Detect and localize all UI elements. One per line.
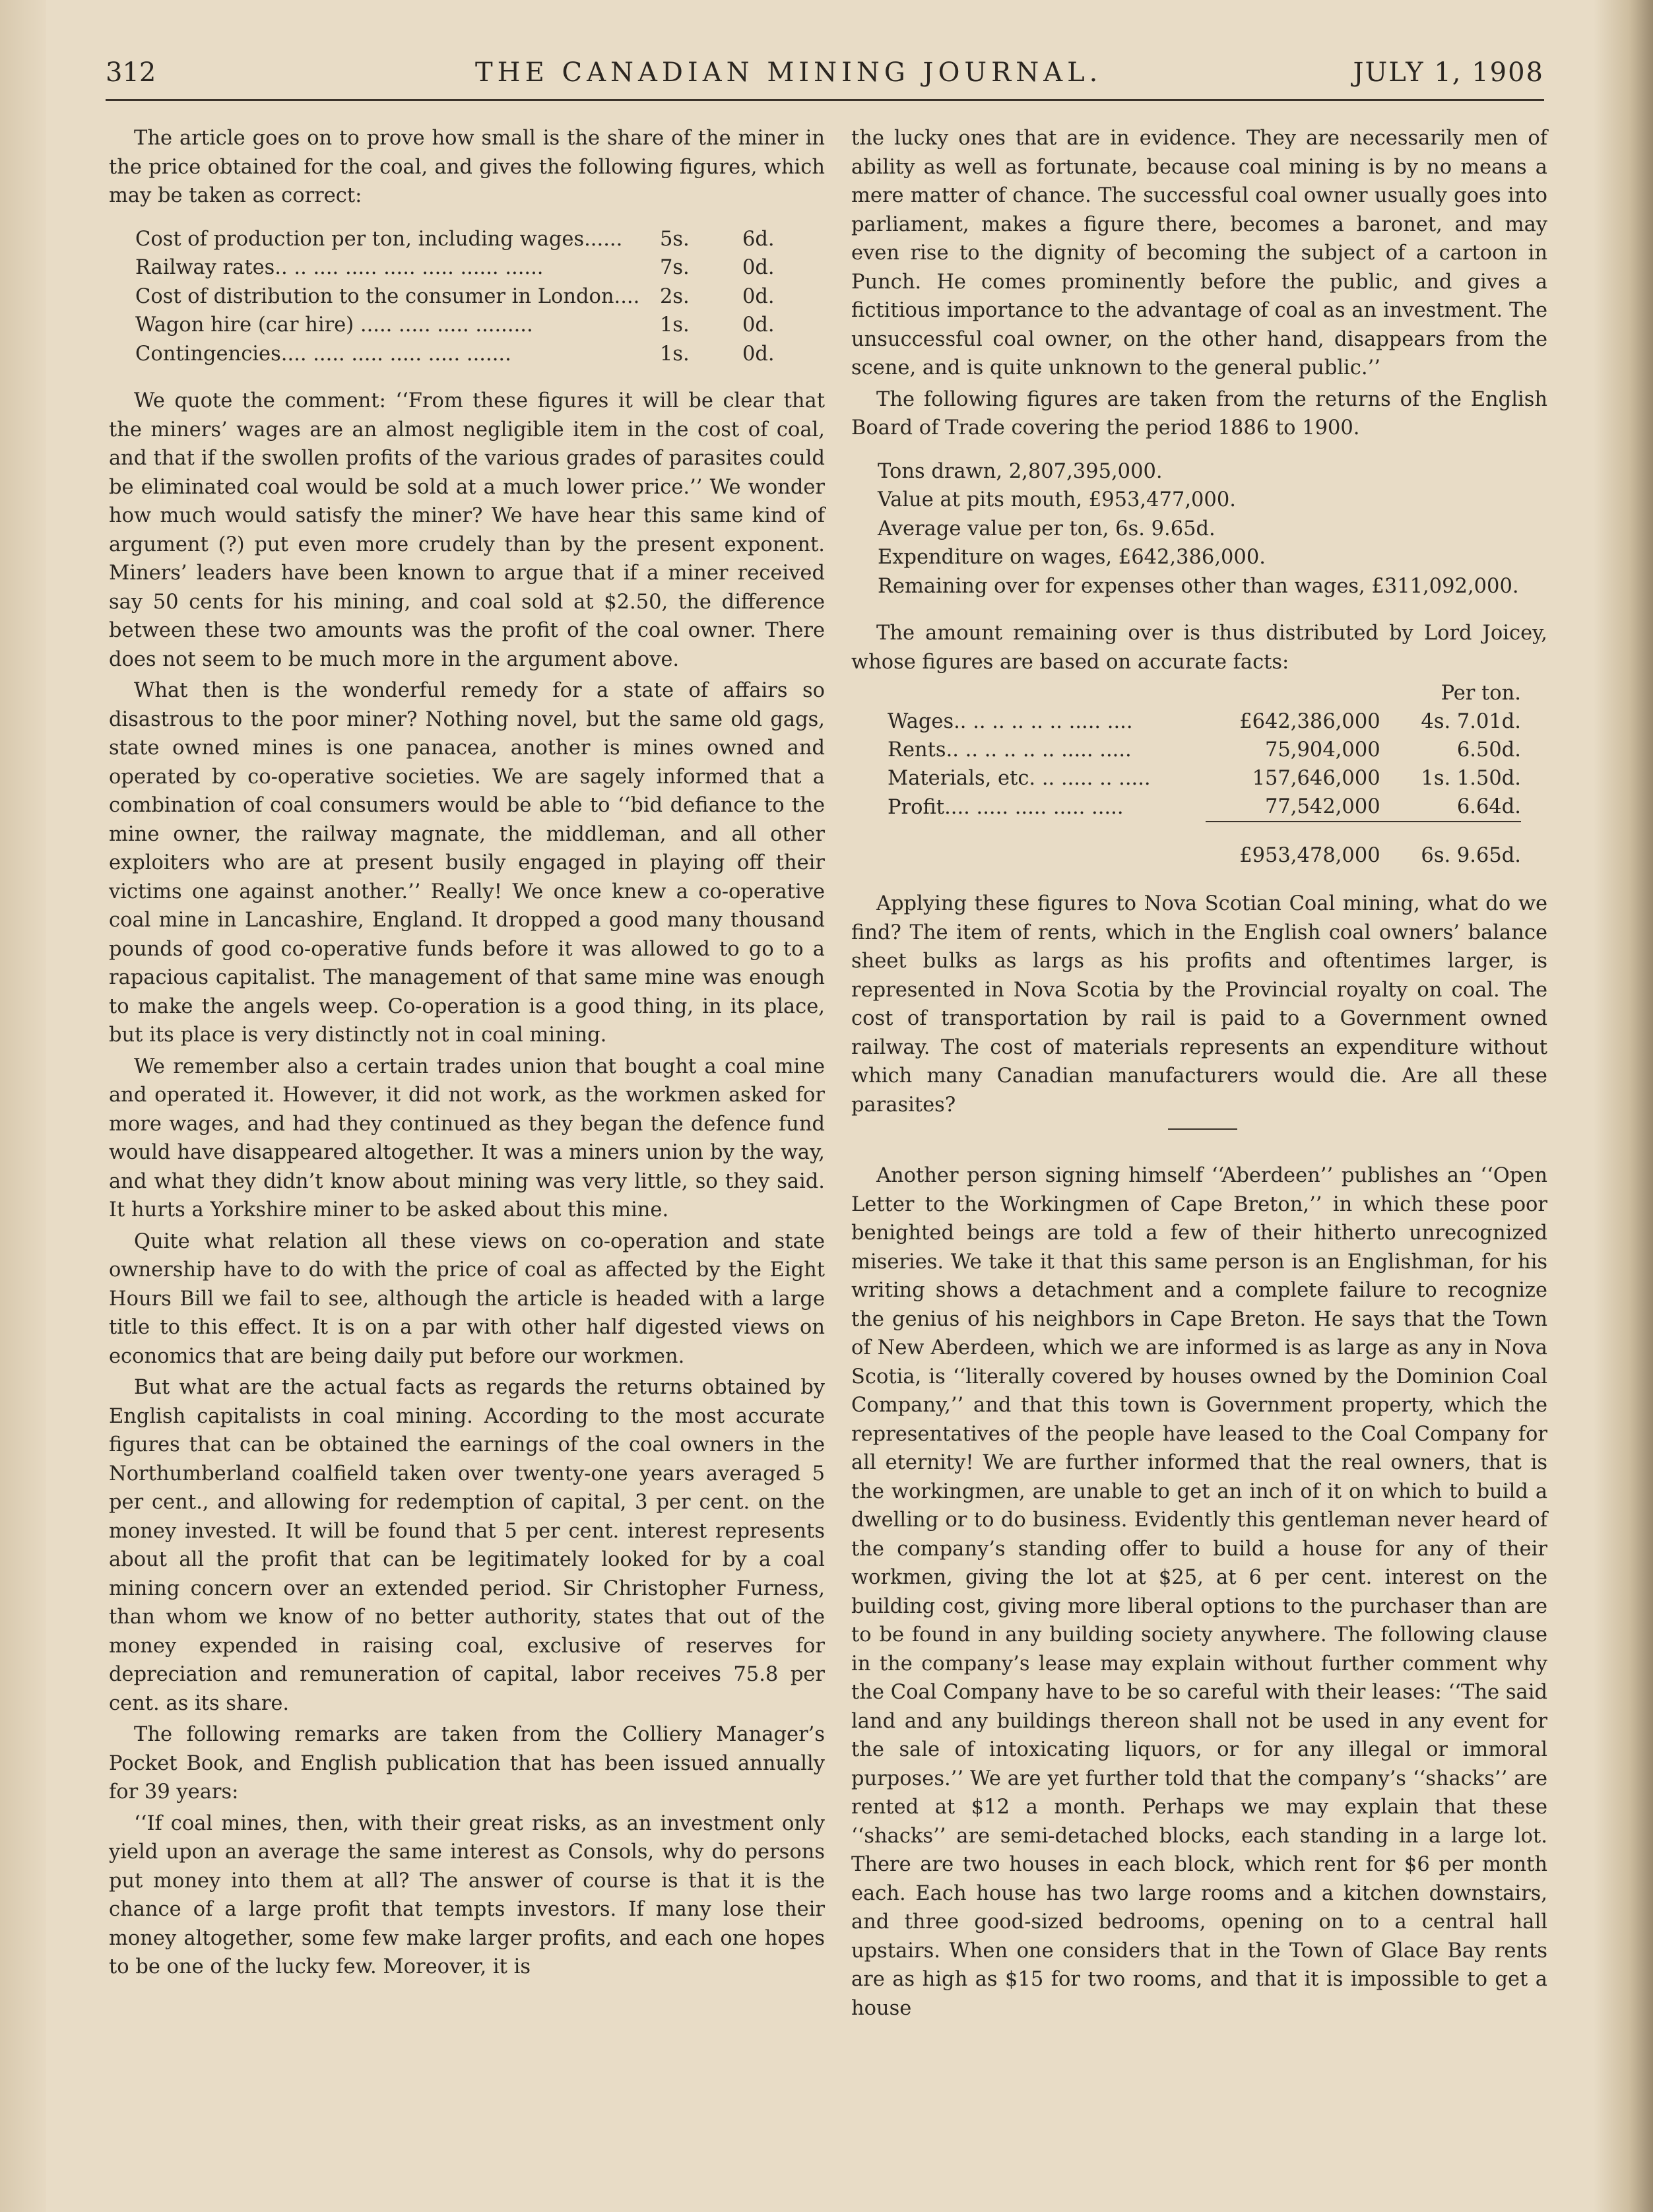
table-header-row bbox=[888, 679, 1521, 707]
quote-paragraph: ‘‘If coal mines, then, with their great risks, as an investment only yield upon an average the same interest as Consols, why do persons put money into them at all? The answer of course is that it is the chance of a large profit that tempts investors. If many lose their money altogether, some few make larger profits, and each one hopes to be one of the lucky few. Moreover, it is bbox=[109, 1811, 825, 1978]
left-column bbox=[109, 124, 825, 1984]
figure-line: Tons drawn, 2,807,395,000. bbox=[878, 459, 1163, 483]
paragraph: We remember also a certain trades union that bought a coal mine and operated it. However, it did not work, as the workmen asked for more wages, and had they continued as they began the defence fund would have disappeared altogether. It was a miners union by the way, and what they didn’t know about mining was very little, so they said. It hurts a Yorkshire miner to be asked about this mine. bbox=[109, 1055, 825, 1221]
section-separator bbox=[1168, 1128, 1237, 1130]
paragraph: But what are the actual facts as regards the returns obtained by English capitalists in coal mining. According to the most accurate figures that can be obtained the earnings of the coal owners in the Northumberland coalfield taken over twenty-one years averaged 5 per cent., and allowing for redemption of capital, 3 per cent. on the money invested. It will be found that 5 per cent. interest represents about all the profit that can be legitimately looked for by a coal mining concern over an extended period. Sir Christopher Furness, than whom we know of no better authority, states that out of the money expended in raising coal, exclusive of reserves for depreciation and remuneration of capital, labor receives 75.8 per cent. as its share. bbox=[109, 1376, 825, 1715]
cost-row: Contingencies.... ..... ..... ..... ..... ....... 1s. 0d. bbox=[135, 342, 775, 366]
binding-shadow bbox=[0, 0, 46, 2212]
table-row: Rents.. .. .. .. .. .. ..... ..... 75,904,000 6.50d. bbox=[888, 738, 1521, 762]
board-of-trade-figures bbox=[851, 457, 1547, 601]
table-row: Materials, etc. .. ..... .. ..... 157,646,000 1s. 1.50d. bbox=[888, 767, 1521, 790]
paragraph: The article goes on to prove how small is the share of the miner in the price obtained for the coal, and gives the following figures, which may be taken as correct: bbox=[109, 127, 825, 207]
page-edge-shadow bbox=[1594, 0, 1653, 2212]
cost-row: Cost of production per ton, including wages...... 5s. 6d. bbox=[135, 227, 775, 251]
cost-row: Cost of distribution to the consumer in London.... 2s. 0d. bbox=[135, 284, 775, 308]
cost-row: Wagon hire (car hire) ..... ..... ..... ......... 1s. 0d. bbox=[135, 313, 775, 337]
paragraph: The following figures are taken from the returns of the English Board of Trade covering the period 1886 to 1900. bbox=[851, 387, 1547, 439]
paragraph: What then is the wonderful remedy for a state of affairs so disastrous to the poor miner? Nothing novel, but the same old gags, state owned mines is one panacea, another is mines owned and operated by co-operative societies. We are sagely informed that a combination of coal consumers would be able to ‘‘bid defiance to the mine owner, the railway magnate, the middleman, and all other exploiters who are at present busily engaged in playing off their victims one against another.’’ Really! We once knew a co-operative coal mine in Lancashire, England. It dropped a good many thousand pounds of good co-operative funds before it was allowed to go to a rapacious capitalist. The management of that same mine was enough to make the angels weep. Co-operation is a good thing, in its place, but its place is very distinctly not in coal mining. bbox=[109, 679, 825, 1047]
cost-table bbox=[109, 225, 825, 369]
distribution-table bbox=[888, 679, 1521, 870]
per-ton-header: Per ton. bbox=[1441, 682, 1521, 705]
paragraph: Another person signing himself ‘‘Aberdeen’’ publishes an ‘‘Open Letter to the Workingmen of Cape Breton,’’ in which these poor benighted beings are told a few of their hitherto unrecognized miseries. We take it that this same person is an Englishman, for his writing shows a detachment and a complete failure to recognize the genius of his neighbors in Cape Breton. He says that the Town of New Aberdeen, which we are informed is as large as any in Nova Scotia, is ‘‘literally covered by houses owned by the Dominion Coal Company,’’ and that this town is Government property, which the representatives of the people have leased to the Coal Company for all eternity! We are further informed that the real owners, that is the workingmen, are unable to get an inch of it on which to build a dwelling or to do business. Evidently this gentleman never heard of the company’s standing offer to build a house for any of their workmen, giving the lot at $25, at 6 per cent. interest on the building cost, giving more liberal options to the purchaser than are to be found in any building society anywhere. The following clause in the company’s lease may explain without further comment why the Coal Company have to be so careful with their leases: ‘‘The said land and any buildings thereon shall not be used in any event for the sale of intoxicating liquors, or for any illegal or immoral purposes.’’ We are yet further told that the company’s ‘‘shacks’’ are rented at $12 a month. Perhaps we may explain that these ‘‘shacks’’ are semi-detached blocks, each standing in a large lot. There are two houses in each block, which rent for $6 per month each. Each house has two large rooms and a kitchen downstairs, and three good-sized bedrooms, opening on to a central hall upstairs. When one considers that in the Town of Glace Bay rents are as high as $15 for two rooms, and that it is impossible to get a house bbox=[851, 1164, 1547, 2020]
paragraph: The following remarks are taken from the Colliery Manager’s Pocket Book, and English publication that has been issued annually for 39 years: bbox=[109, 1723, 825, 1804]
figure-line: Expenditure on wages, £642,386,000. bbox=[878, 546, 1266, 569]
paragraph: The amount remaining over is thus distributed by Lord Joicey, whose figures are based on accurate facts: bbox=[851, 622, 1547, 674]
figure-line: Remaining over for expenses other than wages, £311,092,000. bbox=[878, 574, 1519, 598]
table-total-row: £953,478,000 6s. 9.65d. bbox=[1239, 844, 1521, 867]
cost-row: Railway rates.. .. .... ..... ..... ..... ...... ...... 7s. 0d. bbox=[135, 256, 775, 279]
issue-date: JULY 1, 1908 bbox=[1353, 57, 1544, 88]
paragraph: We quote the comment: ‘‘From these figures it will be clear that the miners’ wages are an almost negligible item in the cost of coal, and that if the swollen profits of the various grades of parasites could be eliminated coal would be sold at a much lower price.’’ We wonder how much would satisfy the miner? We have hear this same kind of argument (?) put even more crudely than by the present exponent. Miners’ leaders have been known to argue that if a miner received say 50 cents for his mining, and coal sold at $2.50, the difference between these two amounts was the profit of the coal owner. There does not seem to be much more in the argument above. bbox=[109, 389, 825, 671]
table-row: Wages.. .. .. .. .. .. ..... .... £642,386,000 4s. 7.01d. bbox=[888, 710, 1521, 733]
figure-line: Value at pits mouth, £953,477,000. bbox=[878, 488, 1236, 511]
right-column bbox=[851, 124, 1547, 2025]
paragraph: the lucky ones that are in evidence. They are necessarily men of ability as well as fortunate, because coal mining is by no means a mere matter of chance. The successful coal owner usually goes into parliament, makes a figure there, becomes a baronet, and may even rise to the dignity of becoming the subject of a cartoon in Punch. He comes prominently before the public, and gives a fictitious importance to the advantage of coal as an investment. The unsuccessful coal owner, on the other hand, disappears from the scene, and is quite unknown to the general public.’’ bbox=[851, 127, 1547, 379]
running-header bbox=[106, 53, 1544, 106]
paragraph: Applying these figures to Nova Scotian Coal mining, what do we find? The item of rents, which in the English coal owners’ balance sheet bulks as largs as his profits and oftentimes larger, is represented in Nova Scotia by the Provincial royalty on coal. The cost of transportation by rail is paid to a Government owned railway. The cost of materials represents an expenditure without which many Canadian manufacturers would die. Are all these parasites? bbox=[851, 892, 1547, 1117]
page-number: 312 bbox=[106, 57, 156, 88]
table-total-row bbox=[888, 822, 1521, 841]
paragraph: Quite what relation all these views on co-operation and state ownership have to do with the price of coal as affected by the Eight Hours Bill we fail to see, although the article is headed with a large title to this effect. It is on a par with other half digested views on economics that are being daily put before our workmen. bbox=[109, 1229, 825, 1368]
figure-line: Average value per ton, 6s. 9.65d. bbox=[878, 517, 1215, 540]
header-rule bbox=[106, 99, 1544, 101]
journal-title: THE CANADIAN MINING JOURNAL. bbox=[475, 57, 1103, 88]
table-row: Profit.... ..... ..... ..... ..... 77,542,000 6.64d. bbox=[888, 793, 1521, 822]
